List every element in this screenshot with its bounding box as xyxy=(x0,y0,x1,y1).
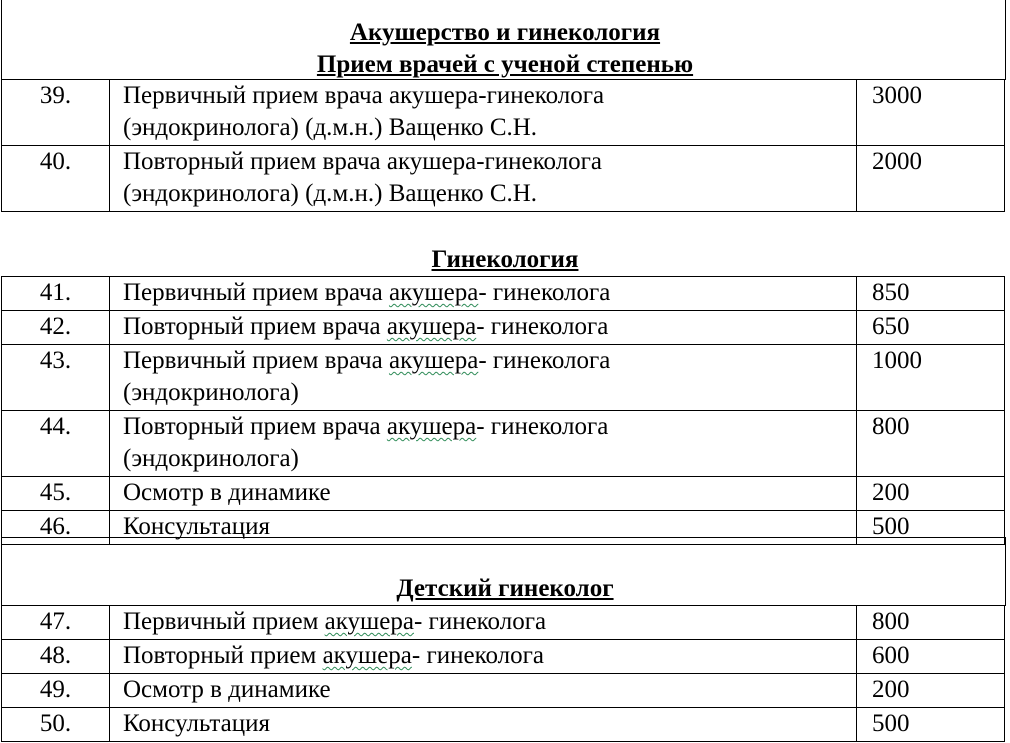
row-number: 46. xyxy=(2,511,110,545)
service-text-spellcheck: акушера xyxy=(388,347,479,374)
price: 3000 xyxy=(857,80,1005,146)
table-row xyxy=(2,80,1005,146)
service-text: - гинеколога xyxy=(413,608,547,635)
section2-table xyxy=(1,276,1005,545)
table-row xyxy=(2,311,1005,345)
row-number: 49. xyxy=(2,674,110,708)
service-text: Повторный прием врача xyxy=(123,413,387,440)
service-name xyxy=(110,345,857,411)
table-row xyxy=(2,674,1005,708)
row-number: 42. xyxy=(2,311,110,345)
service-line2: (эндокринолога) (д.м.н.) Ващенко С.Н. xyxy=(123,180,538,207)
service-text-spellcheck: акушера xyxy=(386,413,477,440)
section1-title: Акушерство и гинекология xyxy=(349,19,661,46)
service-name xyxy=(110,146,857,212)
price: 800 xyxy=(857,411,1005,477)
service-text-spellcheck: акушера xyxy=(386,313,477,340)
table-row xyxy=(2,277,1005,311)
service-name xyxy=(110,411,857,477)
service-name xyxy=(110,640,857,674)
service-name xyxy=(110,80,857,146)
service-text: - гинеколога xyxy=(476,313,609,340)
table-row xyxy=(2,640,1005,674)
service-line1: Первичный прием врача акушера-гинеколога xyxy=(123,82,605,109)
section3-title: Детский гинеколог xyxy=(396,575,614,602)
service-name: Консультация xyxy=(110,511,857,545)
service-text: - гинеколога xyxy=(411,642,544,669)
service-line1: Повторный прием врача акушера-гинеколога xyxy=(123,148,603,175)
service-text: Первичный прием врача xyxy=(123,347,389,374)
table-row xyxy=(2,477,1005,511)
service-text-spellcheck: акушера xyxy=(388,279,479,306)
service-text: - гинеколога xyxy=(478,279,611,306)
table-row xyxy=(2,146,1005,212)
price: 200 xyxy=(857,477,1005,511)
price: 1000 xyxy=(857,345,1005,411)
price: 500 xyxy=(857,511,1005,545)
service-name: Консультация xyxy=(110,708,857,742)
price: 500 xyxy=(857,708,1005,742)
section1-subtitle: Прием врачей с ученой степенью xyxy=(316,51,694,78)
row-number: 40. xyxy=(2,146,110,212)
service-text: Повторный прием врача xyxy=(123,313,387,340)
row-number: 50. xyxy=(2,708,110,742)
service-line2: (эндокринолога) xyxy=(123,379,299,406)
service-name xyxy=(110,606,857,640)
service-name xyxy=(110,277,857,311)
section3-table xyxy=(1,605,1005,742)
row-number: 48. xyxy=(2,640,110,674)
service-name xyxy=(110,311,857,345)
service-text: - гинеколога xyxy=(478,347,611,374)
row-number: 44. xyxy=(2,411,110,477)
service-text: Первичный прием xyxy=(123,608,325,635)
section2-title: Гинекология xyxy=(431,246,579,273)
service-text-spellcheck: акушера xyxy=(322,642,412,669)
row-number: 39. xyxy=(2,80,110,146)
row-number: 47. xyxy=(2,606,110,640)
service-name: Осмотр в динамике xyxy=(110,477,857,511)
service-text-spellcheck: акушера xyxy=(324,608,414,635)
row-number: 45. xyxy=(2,477,110,511)
table-row xyxy=(2,411,1005,477)
service-text: Первичный прием врача xyxy=(123,279,389,306)
service-line2: (эндокринолога) (д.м.н.) Ващенко С.Н. xyxy=(123,114,538,141)
service-name: Осмотр в динамике xyxy=(110,674,857,708)
price: 650 xyxy=(857,311,1005,345)
service-text: Повторный прием xyxy=(123,642,323,669)
row-number: 41. xyxy=(2,277,110,311)
price: 800 xyxy=(857,606,1005,640)
price: 850 xyxy=(857,277,1005,311)
table-row xyxy=(2,708,1005,742)
section1-table xyxy=(1,79,1005,212)
price: 600 xyxy=(857,640,1005,674)
service-line2: (эндокринолога) xyxy=(123,445,299,472)
table-row xyxy=(2,606,1005,640)
row-number: 43. xyxy=(2,345,110,411)
price: 200 xyxy=(857,674,1005,708)
service-text: - гинеколога xyxy=(476,413,609,440)
table-row xyxy=(2,345,1005,411)
price: 2000 xyxy=(857,146,1005,212)
